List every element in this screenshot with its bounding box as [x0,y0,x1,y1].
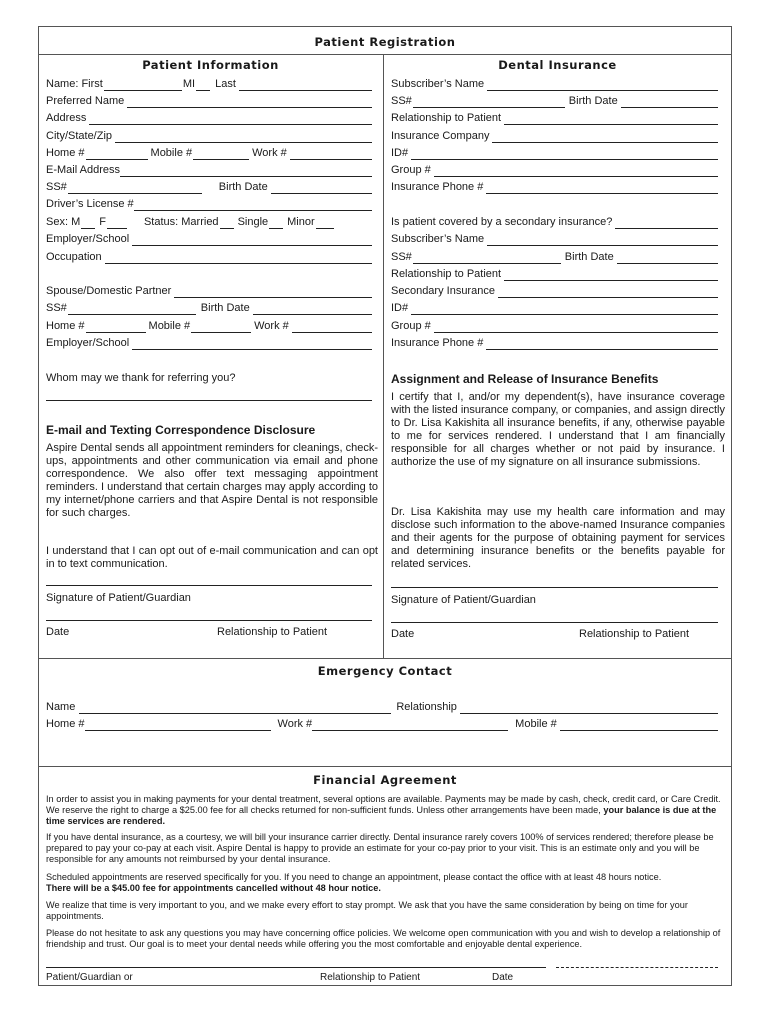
first-name-field[interactable] [104,80,182,91]
emergency-relationship-field[interactable] [460,703,718,714]
home-field[interactable] [86,149,148,160]
spouse-home-field[interactable] [86,322,146,333]
ins-birth-label: Birth Date [568,95,618,107]
ss-field[interactable] [68,183,202,194]
email-field[interactable] [120,166,372,177]
emergency-relationship-label: Relationship [396,701,457,713]
sex-f-label: F [99,216,106,228]
birth-date-label: Birth Date [218,181,268,193]
spouse-label: Spouse/Domestic Partner [46,285,172,297]
sec-subscriber-label: Subscriber’s Name [391,233,485,245]
sec-relationship-row [391,268,718,281]
emergency-phone-row [46,718,718,731]
sex-f-field[interactable] [107,218,127,229]
emergency-mobile-field[interactable] [560,720,718,731]
phone-row [46,147,372,160]
spouse-mobile-field[interactable] [191,322,251,333]
relationship-label: Relationship to Patient [217,626,328,638]
single-field[interactable] [269,218,283,229]
ins-phone-label: Insurance Phone # [391,181,484,193]
column-divider [383,54,384,658]
last-name-field[interactable] [239,80,372,91]
email-label: E-Mail Address [46,164,120,176]
spouse-mobile-label: Mobile # [148,320,191,332]
referral-label: Whom may we thank for referring you? [46,372,236,384]
ins-group-field[interactable] [434,166,718,177]
ins-company-row [391,130,718,143]
sex-m-label: Sex: M [46,216,81,228]
financial-relationship-label: Relationship to Patient [320,972,421,983]
ins-phone-field[interactable] [486,183,718,194]
release-text: Dr. Lisa Kakishita may use my health care information and may disclose such information to the above-named Insurance companies and their agents for the purpose of obtaining payment for services and determining insurance benefits or the benefits payable for related services. [391,506,725,570]
ins-ss-row [391,95,718,108]
ins-company-field[interactable] [492,132,718,143]
ins-relationship-row [391,112,718,125]
referral-field[interactable] [46,400,372,401]
emergency-mobile-label: Mobile # [515,718,557,730]
occupation-row [46,251,372,264]
ins-date-line[interactable] [391,622,718,623]
sec-insurance-field[interactable] [498,287,718,298]
address-row [46,112,372,125]
ins-relationship-label: Relationship to Patient [579,628,690,640]
cancellation-fee-text: There will be a $45.00 fee for appointments cancelled without 48 hour notice. [46,883,381,893]
sec-birth-label: Birth Date [564,251,614,263]
sec-id-label: ID# [391,302,409,314]
email-row [46,164,372,177]
sec-subscriber-field[interactable] [487,235,718,246]
spouse-home-label: Home # [46,320,85,332]
city-field[interactable] [115,132,372,143]
emergency-name-label: Name [46,701,76,713]
spouse-employer-row [46,337,372,350]
employer-label: Employer/School [46,233,130,245]
sec-birth-field[interactable] [617,253,718,264]
divider [39,766,731,767]
subscriber-row [391,78,718,91]
birth-date-field[interactable] [271,183,372,194]
license-row [46,198,372,211]
sec-group-field[interactable] [434,322,718,333]
emergency-name-field[interactable] [79,703,391,714]
license-label: Driver’s License # [46,198,134,210]
sec-phone-field[interactable] [486,339,718,350]
ins-date-label: Date [391,628,415,640]
secondary-question-row [391,216,718,229]
ins-signature-line[interactable] [391,587,718,588]
financial-appointments-text [46,872,722,894]
spouse-ss-label: SS# [46,302,67,314]
financial-punctuality-text: We realize that time is very important to you, and we make every effort to stay prompt. We ask that you have the same consideration by being on time for your appointments. [46,900,688,921]
divider [39,658,731,659]
ins-id-field[interactable] [411,149,718,160]
financial-payment-text [46,794,722,827]
sex-status-row [46,216,372,229]
page-title: Patient Registration [314,35,456,49]
financial-questions-text: Please do not hesitate to ask any questions you may have concerning office policies. We welcome open communication with you and wish to develop a relationship of friendship and trust. Our goal is to meet your dental needs while offering you the most comfortable and enjoyable dental experience. [46,928,721,949]
city-row [46,130,372,143]
spouse-work-label: Work # [254,320,289,332]
mi-field[interactable] [196,80,210,91]
financial-date-line[interactable] [556,967,718,968]
patient-signature-line[interactable] [46,967,546,968]
spouse-birth-field[interactable] [253,304,372,315]
date-label: Date [46,626,70,638]
mi-label: MI [182,78,196,90]
address-label: Address [46,112,87,124]
employer-field[interactable] [132,235,372,246]
sex-m-field[interactable] [81,218,95,229]
first-name-label: Name: First [46,78,103,90]
minor-label: Minor [287,216,315,228]
sec-id-row [391,302,718,315]
sec-ss-field[interactable] [413,253,561,264]
assignment-text: I certify that I, and/or my dependent(s), have insurance coverage with the listed insurance company, or companies, and assign directly to Dr. Lisa Kakishita all insurance benefits, if any, otherwise payable to me for services rendered. I understand that I am financially responsible for all charges whether or not paid by insurance. I authorize the use of my signature on all insurance submissions. [391,391,725,468]
emergency-name-row [46,701,718,714]
emergency-header: Emergency Contact [317,664,453,678]
sec-phone-label: Insurance Phone # [391,337,484,349]
emergency-work-label: Work # [277,718,313,730]
ss-row [46,181,372,194]
emergency-home-label: Home # [46,718,85,730]
ins-group-label: Group # [391,164,431,176]
spouse-phone-row [46,320,372,333]
sec-subscriber-row [391,233,718,246]
payment-options-text: In order to assist you in making payments for your dental treatment, several options are available. Payments may be made by cash, check, credit card, or Care Credit. We reserve the right to charge a $25.00 fee for all checks returned for non-sufficient funds. Unless other arrangements have been made, [46,794,721,815]
opt-out-text: I understand that I can opt out of e-mail communication and can opt in to text communication. [46,545,378,570]
financial-date-label: Date [492,972,514,983]
ins-group-row [391,164,718,177]
sec-relationship-field[interactable] [504,270,718,281]
work-field[interactable] [290,149,372,160]
sec-id-field[interactable] [411,304,718,315]
license-field[interactable] [134,200,372,211]
ins-birth-field[interactable] [621,97,718,108]
spouse-work-field[interactable] [292,322,372,333]
sec-insurance-label: Secondary Insurance [391,285,495,297]
spouse-field[interactable] [174,287,372,298]
spouse-ss-row [46,302,372,315]
minor-field[interactable] [316,218,334,229]
signature-line[interactable] [46,585,372,586]
mobile-label: Mobile # [150,147,193,159]
ins-signature-label: Signature of Patient/Guardian [391,594,536,606]
occupation-label: Occupation [46,251,102,263]
sec-insurance-row [391,285,718,298]
ins-ss-label: SS# [391,95,412,107]
emergency-work-field[interactable] [312,720,508,731]
sec-group-label: Group # [391,320,431,332]
sec-relationship-label: Relationship to Patient [391,268,502,280]
subscriber-label: Subscriber’s Name [391,78,485,90]
patient-info-header: Patient Information [142,58,279,72]
occupation-field[interactable] [105,253,372,264]
sec-phone-row [391,337,718,350]
ins-id-row [391,147,718,160]
date-line[interactable] [46,620,372,621]
signature-label: Signature of Patient/Guardian [46,592,191,604]
mobile-field[interactable] [193,149,249,160]
email-disclosure-text: Aspire Dental sends all appointment reminders for cleanings, check-ups, appointments and other communication via email and phone correspondence. We also offer text messaging appointment reminders. I understand that certain charges may apply according to my internet/phone carriers and that Aspire Dental is not responsible for such charges. [46,442,379,519]
patient-guardian-label: Patient/Guardian or [46,972,133,983]
spouse-birth-label: Birth Date [200,302,250,314]
secondary-question-label: Is patient covered by a secondary insurance? [391,216,613,228]
subscriber-field[interactable] [487,80,718,91]
single-label: Single [237,216,269,228]
home-label: Home # [46,147,85,159]
ins-id-label: ID# [391,147,409,159]
ss-label: SS# [46,181,67,193]
sec-ss-row [391,251,718,264]
ins-company-label: Insurance Company [391,130,490,142]
financial-insurance-text: If you have dental insurance, as a courtesy, we will bill your insurance carrier directly. Dental insurance rarely covers 100% of services rendered; therefore please be prepared to pay your co-pay at each visit. Aspire Dental is happy to provide an estimate for your co-pay prior to your visit. This is an estimate only and you will be responsible for any amounts not reimbursed by your dental insurance. [46,832,714,864]
married-field[interactable] [220,218,234,229]
preferred-name-label: Preferred Name [46,95,125,107]
spouse-employer-field[interactable] [132,339,372,350]
balance-due-text: your balance is due at the time services are rendered. [46,805,717,826]
emergency-home-field[interactable] [85,720,271,731]
work-label: Work # [252,147,287,159]
spouse-row [46,285,372,298]
divider [39,54,731,55]
ins-ss-field[interactable] [413,97,565,108]
city-label: City/State/Zip [46,130,113,142]
address-field[interactable] [89,114,372,125]
ins-relationship-label: Relationship to Patient [391,112,502,124]
spouse-employer-label: Employer/School [46,337,130,349]
status-married-label: Status: Married [143,216,219,228]
appointments-text: Scheduled appointments are reserved specifically for you. If you need to change an appointment, please contact the office with at least 48 hours notice. [46,872,662,882]
ins-relationship-field[interactable] [504,114,718,125]
sec-ss-label: SS# [391,251,412,263]
preferred-row [46,95,372,108]
last-name-label: Last [215,78,236,90]
assignment-heading: Assignment and Release of Insurance Benefits [391,372,659,386]
spouse-ss-field[interactable] [68,304,196,315]
employer-row [46,233,372,246]
preferred-name-field[interactable] [127,97,372,108]
dental-insurance-header: Dental Insurance [498,58,617,72]
sec-group-row [391,320,718,333]
financial-header: Financial Agreement [313,773,457,787]
name-row [46,78,372,91]
ins-phone-row [391,181,718,194]
email-disclosure-heading: E-mail and Texting Correspondence Disclosure [46,423,316,437]
secondary-question-field[interactable] [615,218,718,229]
